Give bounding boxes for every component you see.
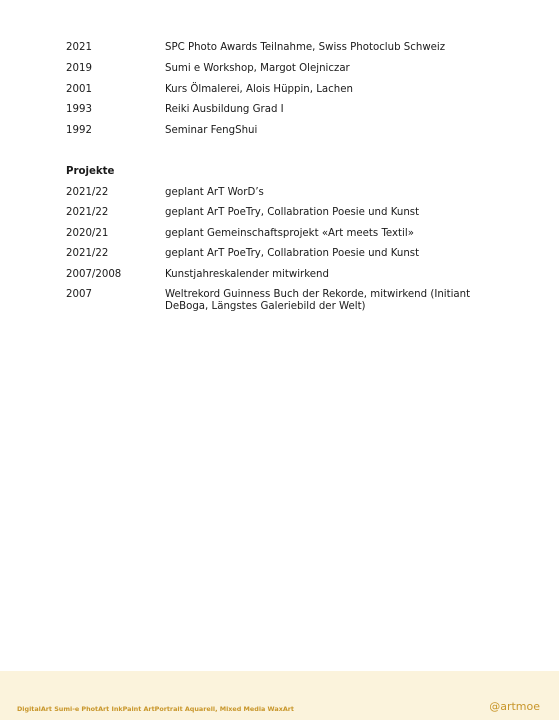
item-text: Weltrekord Guinness Buch der Rekorde, mitwirkend (Initiant DeBoga, Längstes Galeriebild der Welt) (165, 289, 471, 312)
list-item (66, 63, 506, 75)
section-heading: Projekte (66, 166, 115, 177)
item-text: geplant Gemeinschaftsprojekt «Art meets Textil» (165, 228, 414, 239)
item-year: 2021 (66, 42, 92, 53)
item-text: Reiki Ausbildung Grad I (165, 104, 284, 115)
item-year: 2001 (66, 84, 92, 95)
item-text: geplant ArT WorD’s (165, 187, 264, 198)
list-item (66, 104, 506, 116)
list-item (66, 84, 506, 96)
list-item (66, 187, 506, 199)
item-year: 2007/2008 (66, 269, 122, 280)
list-item (66, 42, 506, 54)
item-text: Kunstjahreskalender mitwirkend (165, 269, 329, 280)
item-text: Kurs Ölmalerei, Alois Hüppin, Lachen (165, 84, 353, 95)
list-item (66, 207, 506, 219)
item-year: 2021/22 (66, 207, 109, 218)
item-year: 1992 (66, 125, 92, 136)
item-year: 2021/22 (66, 248, 109, 259)
list-item (66, 125, 506, 137)
footer-handle: @artmoe (489, 700, 540, 713)
item-year: 2020/21 (66, 228, 109, 239)
footer-tagline: DigitalArt Sumi-e PhotArt InkPaint ArtPortrait Aquarell, Mixed Media WaxArt (17, 705, 294, 713)
list-item (66, 269, 506, 281)
item-year: 1993 (66, 104, 92, 115)
item-text: Seminar FengShui (165, 125, 258, 136)
list-item (66, 289, 506, 313)
item-year: 2019 (66, 63, 92, 74)
footer (0, 671, 559, 720)
item-text: geplant ArT PoeTry, Collabration Poesie und Kunst (165, 248, 420, 259)
item-year: 2021/22 (66, 187, 109, 198)
item-text: Sumi e Workshop, Margot Olejniczar (165, 63, 350, 74)
list-item (66, 248, 506, 260)
item-text: SPC Photo Awards Teilnahme, Swiss Photoclub Schweiz (165, 42, 446, 53)
item-text: geplant ArT PoeTry, Collabration Poesie und Kunst (165, 207, 420, 218)
item-year: 2007 (66, 289, 92, 300)
list-item (66, 228, 506, 240)
